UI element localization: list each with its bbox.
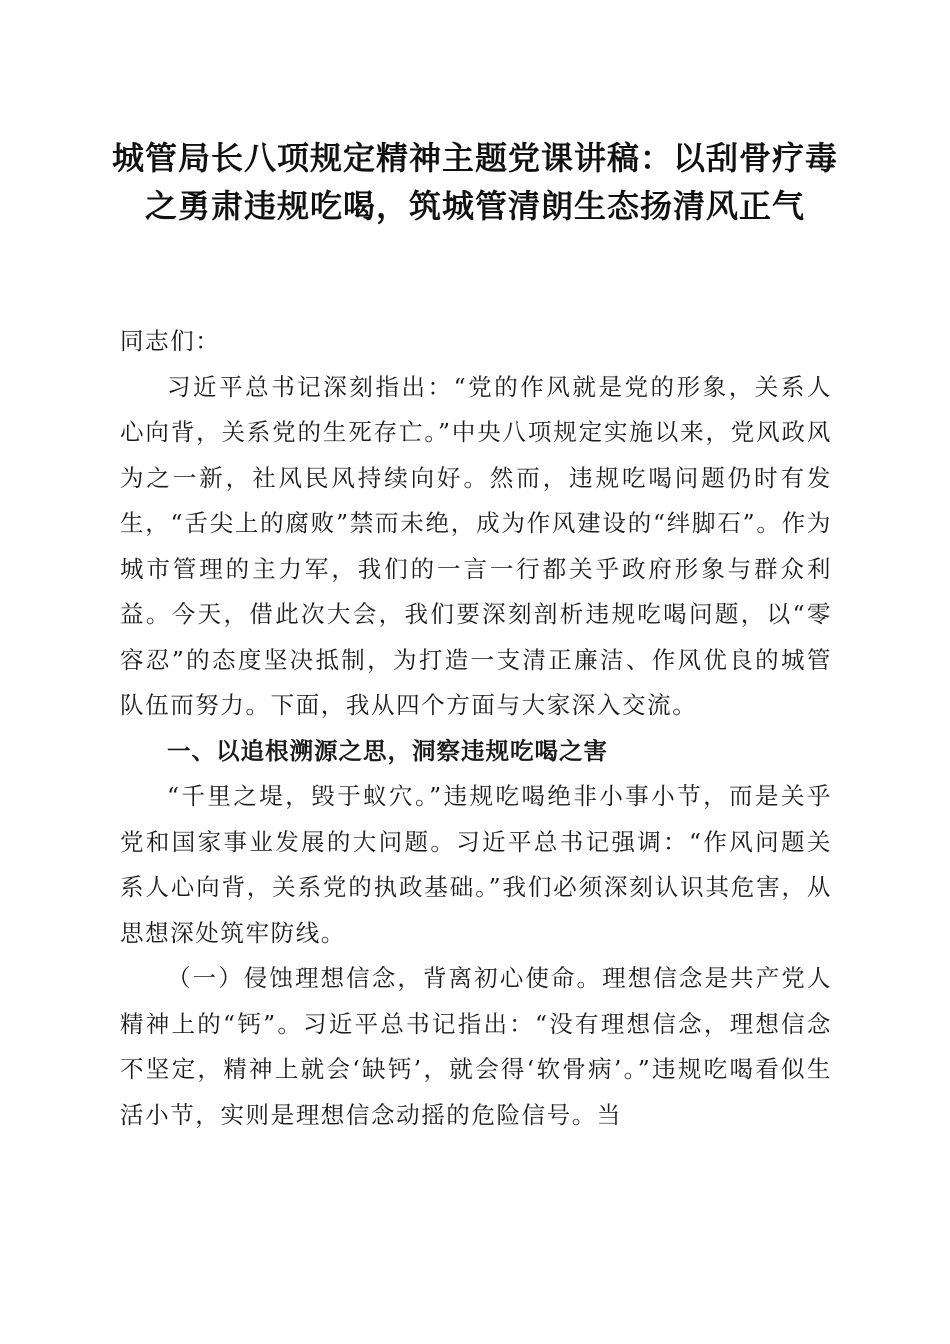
salutation: 同志们： — [120, 327, 221, 355]
section-heading-1: 一、以追根溯源之思，洞察违规吃喝之害 — [167, 736, 608, 765]
document-title: 城管局长八项规定精神主题党课讲稿：以刮骨疗毒之勇肃违规吃喝，筑城管清朗生态扬清风正气 — [111, 139, 838, 225]
section-1-paragraph-2: （一）侵蚀理想信念，背离初心使命。理想信念是共产党人精神上的“钙”。习近平总书记指出：“没有理想信念，理想信念不坚定，精神上就会‘缺钙’，就会得‘软骨病’。”违规吃喝看似生活小节，实则是理想信念动摇的危险信号。当 — [120, 964, 832, 1129]
intro-paragraph: 习近平总书记深刻指出：“党的作风就是党的形象，关系人心向背，关系党的生死存亡。”中央八项规定实施以来，党风政风为之一新，社风民风持续向好。然而，违规吃喝问题仍时有发生，“舌尖上的腐败”禁而未绝，成为作风建设的“绊脚石”。作为城市管理的主力军，我们的一言一行都关乎政府形象与群众利益。今天，借此次大会，我们要深刻剖析违规吃喝问题，以“零容忍”的态度坚决抵制，为打造一支清正廉洁、作风优良的城管队伍而努力。下面，我从四个方面与大家深入交流。 — [120, 372, 832, 719]
document-body — [120, 319, 832, 1138]
section-1-paragraph-1: “千里之堤，毁于蚁穴。”违规吃喝绝非小事小节，而是关乎党和国家事业发展的大问题。习近平总书记强调：“作风问题关系人心向背，关系党的执政基础。”我们必须深刻认识其危害，从思想深处筑牢防线。 — [120, 782, 832, 947]
